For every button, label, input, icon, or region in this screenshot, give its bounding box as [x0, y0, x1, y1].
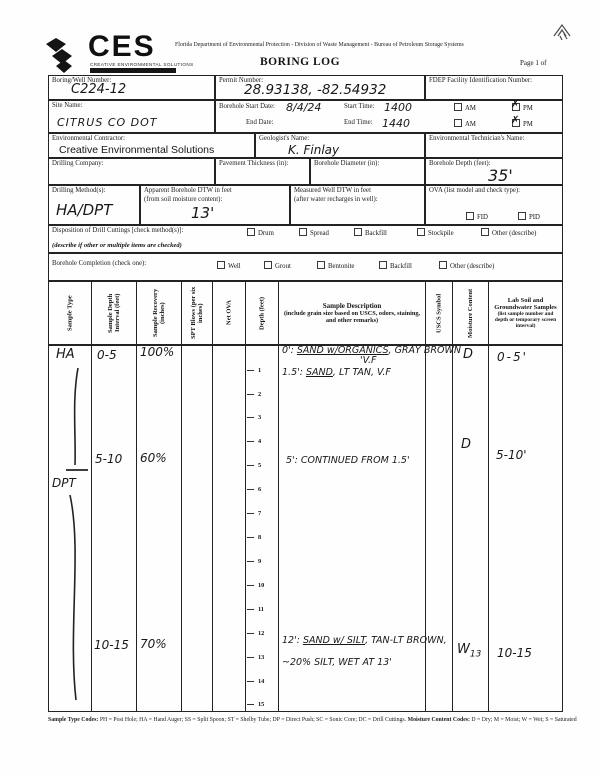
end-date-label: End Date:	[246, 119, 274, 126]
stamp-mark	[550, 20, 574, 44]
column-divider	[136, 345, 137, 712]
header-depth: Depth (feet)	[245, 281, 279, 345]
header-spt-blows: SPT Blows (per six inches)	[181, 281, 213, 345]
start-time-value: 1400	[384, 101, 412, 114]
permit-number-value: 28.93138, -82.54932	[244, 82, 387, 98]
completion-option-backfill: Backfill	[379, 261, 412, 270]
department-line: Florida Department of Environmental Protection - Division of Waste Management - Bureau of Petroleum Storage Systems	[175, 42, 464, 48]
recovery-row3: 70%	[140, 637, 167, 651]
apparent-dtw-label: Apparent Borehole DTW in feet	[144, 187, 232, 194]
borehole-diameter-label: Borehole Diameter (in):	[314, 160, 380, 167]
contractor-value: Creative Environmental Solutions	[59, 144, 215, 156]
disposition-option-stockpile: Stockpile	[417, 228, 454, 237]
checkbox-icon	[439, 261, 447, 269]
pavement-thickness-label: Pavement Thickness (in):	[219, 160, 289, 167]
drilling-company-label: Drilling Company:	[52, 160, 104, 167]
lab-row1: 0-5'	[497, 350, 528, 364]
completion-option-well: Well	[217, 261, 241, 270]
start-time-label: Start Time:	[344, 103, 375, 110]
checkbox-icon	[264, 261, 272, 269]
borehole-depth-field	[425, 158, 563, 185]
lab-row2: 5-10'	[496, 448, 527, 462]
depth-tick: 13	[247, 654, 264, 661]
geologist-field	[255, 133, 425, 158]
completion-option-other: Other (describe)	[439, 261, 494, 270]
depth-tick: 11	[247, 606, 264, 613]
sample-type-bracket-line	[48, 360, 92, 705]
depth-tick: 14	[247, 678, 264, 685]
depth-tick: 10	[247, 582, 264, 589]
permit-number-field	[215, 75, 425, 100]
apparent-dtw-value: 13'	[191, 204, 215, 222]
borehole-start-date-value: 8/4/24	[286, 101, 322, 114]
checkbox-checked-icon: ✗	[511, 115, 520, 126]
sample-codes-label: Sample Type Codes:	[48, 717, 99, 723]
borehole-dates-field	[215, 100, 563, 133]
ces-logo-text: CES	[88, 30, 156, 63]
measured-dtw-field	[290, 185, 425, 225]
checkbox-icon	[379, 261, 387, 269]
depth-tick: 1	[247, 367, 261, 374]
drilling-method-value: HA/DPT	[56, 201, 113, 219]
column-divider	[278, 345, 279, 712]
header-net-ova: Net OVA	[212, 281, 246, 345]
checkbox-icon	[299, 228, 307, 236]
boring-well-number-label: Boring/Well Number:	[52, 77, 112, 84]
interval-row3: 10-15	[94, 638, 129, 652]
borehole-diameter-field	[310, 158, 425, 185]
disposition-option-spread: Spread	[299, 228, 329, 237]
header-uscs: USCS Symbol	[425, 281, 453, 345]
checkbox-icon	[466, 212, 474, 220]
sample-type-row1: HA	[56, 347, 75, 362]
borehole-depth-label: Borehole Depth (feet):	[429, 160, 491, 167]
header-depth-interval: Sample Depth Interval (feet)	[91, 281, 137, 345]
completion-field	[48, 253, 563, 281]
borehole-start-date-label: Borehole Start Date:	[219, 103, 275, 110]
header-recovery: Sample Recovery (inches)	[136, 281, 182, 345]
depth-tick: 9	[247, 558, 261, 565]
ces-logo-tagline: CREATIVE ENVIRONMENTAL SOLUTIONS	[90, 62, 194, 67]
header-moisture: Moisture Content	[452, 281, 489, 345]
start-pm-checkbox: ✗ PM	[511, 99, 533, 112]
ova-label: OVA (list model and check type):	[429, 187, 521, 194]
contractor-label: Environmental Contractor:	[52, 135, 126, 142]
technician-field	[425, 133, 563, 158]
disposition-option-other: Other (describe)	[481, 228, 536, 237]
end-time-label: End Time:	[344, 119, 373, 126]
column-divider	[245, 345, 246, 712]
depth-tick: 3	[247, 414, 261, 421]
checkbox-icon	[217, 261, 225, 269]
ces-chevron-logo-icon	[44, 36, 90, 74]
site-name-value: CITRUS CO DOT	[57, 116, 158, 129]
description-title: Sample Description	[322, 302, 382, 310]
borehole-depth-value: 35'	[488, 166, 513, 185]
moisture-subscript: 13	[469, 649, 482, 660]
apparent-dtw-field	[140, 185, 290, 225]
ova-field	[425, 185, 563, 225]
description-sub: (include grain size based on USCS, odors, staining, and other remarks)	[283, 310, 421, 324]
depth-tick: 4	[247, 438, 261, 445]
contractor-field	[48, 133, 255, 158]
measured-dtw-sublabel: (after water recharges in well):	[294, 196, 378, 203]
lab-title: Lab Soil and Groundwater Samples	[494, 297, 557, 311]
moisture-row1: D	[463, 347, 474, 362]
recovery-row2: 60%	[140, 451, 167, 465]
completion-label: Borehole Completion (check one):	[52, 260, 147, 267]
checkbox-icon	[454, 119, 462, 127]
disposition-note: (describe if other or multiple items are checked)	[52, 242, 182, 249]
depth-tick: 12	[247, 630, 264, 637]
permit-number-label: Permit Number:	[219, 77, 263, 84]
checkbox-icon	[454, 103, 462, 111]
depth-tick: 8	[247, 534, 261, 541]
disposition-option-backfill: Backfill	[354, 228, 387, 237]
moisture-codes-label: Moisture Content Codes:	[407, 717, 470, 723]
completion-option-bentonite: Bentonite	[317, 261, 354, 270]
depth-tick: 6	[247, 486, 261, 493]
pavement-thickness-field	[215, 158, 310, 185]
page-number-label: Page 1 of	[520, 59, 547, 67]
depth-tick: 15	[247, 701, 264, 708]
pid-checkbox: PID	[518, 212, 540, 221]
ces-logo-bar	[90, 68, 176, 73]
end-pm-checkbox: ✗ PM	[511, 115, 533, 128]
recovery-row1: 100%	[140, 345, 175, 359]
start-am-checkbox: AM	[454, 103, 476, 112]
sample-type-row2: DPT	[52, 476, 76, 490]
moisture-row2: D	[461, 437, 472, 452]
description-row3: 12': SAND w/ SILT, TAN-LT BROWN, ~20% SILT, WET AT 13'	[282, 635, 447, 668]
site-name-label: Site Name:	[52, 102, 83, 109]
sample-codes: PH = Post Hole; HA = Hand Auger; SS = Split Spoon; ST = Shelby Tube; DP = Direct Push; SC = Sonic Core; DC = Drill Cuttings.	[99, 717, 407, 723]
drilling-method-label: Drilling Method(s):	[52, 187, 106, 194]
disposition-label: Disposition of Drill Cuttings [check method(s)]:	[52, 227, 184, 234]
lab-sub: (list sample number and depth or temporary screen interval)	[494, 311, 557, 329]
interval-row2: 5-10	[95, 452, 123, 466]
end-time-value: 1440	[382, 117, 410, 130]
page-title: BORING LOG	[259, 56, 341, 68]
column-divider	[488, 345, 489, 712]
depth-tick: 7	[247, 510, 261, 517]
checkbox-icon	[518, 212, 526, 220]
column-divider	[181, 345, 182, 712]
fdep-id-label: FDEP Facility Identification Number:	[429, 77, 533, 84]
description-row1: 0': SAND w/ORGANICS, GRAY BROWN 'V.F 1.5': SAND, LT TAN, V.F	[282, 345, 461, 378]
interval-row1: 0-5	[97, 348, 117, 362]
checkbox-icon	[317, 261, 325, 269]
depth-tick: 2	[247, 391, 261, 398]
disposition-field	[48, 225, 563, 253]
fid-checkbox: FID	[466, 212, 488, 221]
moisture-row3: $W_{13}$	[457, 642, 482, 660]
checkbox-icon	[354, 228, 362, 236]
disposition-option-drum: Drum	[247, 228, 274, 237]
completion-option-grout: Grout	[264, 261, 291, 270]
geologist-label: Geologist's Name:	[259, 135, 310, 142]
end-am-checkbox: AM	[454, 119, 476, 128]
apparent-dtw-sublabel: (from soil moisture content):	[144, 196, 223, 203]
drilling-company-field	[48, 158, 215, 185]
site-name-field	[48, 100, 215, 133]
boring-well-number-field	[48, 75, 215, 100]
technician-label: Environmental Technician's Name:	[429, 135, 525, 142]
footer-codes	[48, 717, 588, 723]
lab-row3: 10-15	[497, 646, 532, 660]
boring-well-number-value: C224-12	[71, 82, 127, 97]
fdep-id-field	[425, 75, 563, 100]
header-lab-samples	[488, 281, 563, 345]
depth-tick: 5	[247, 462, 261, 469]
checkbox-checked-icon: ✗	[511, 99, 520, 110]
header-sample-type: Sample Type	[48, 281, 92, 345]
checkbox-icon	[481, 228, 489, 236]
description-row2: 5': CONTINUED FROM 1.5'	[286, 455, 410, 466]
measured-dtw-label: Measured Well DTW in feet	[294, 187, 371, 194]
column-divider	[452, 345, 453, 712]
checkbox-icon	[247, 228, 255, 236]
geologist-value: K. Finlay	[284, 143, 353, 158]
checkbox-icon	[417, 228, 425, 236]
moisture-codes: D = Dry; M = Moist; W = Wet; S = Saturated	[471, 717, 577, 723]
drilling-method-field	[48, 185, 140, 225]
header-description	[278, 281, 426, 345]
column-divider	[212, 345, 213, 712]
